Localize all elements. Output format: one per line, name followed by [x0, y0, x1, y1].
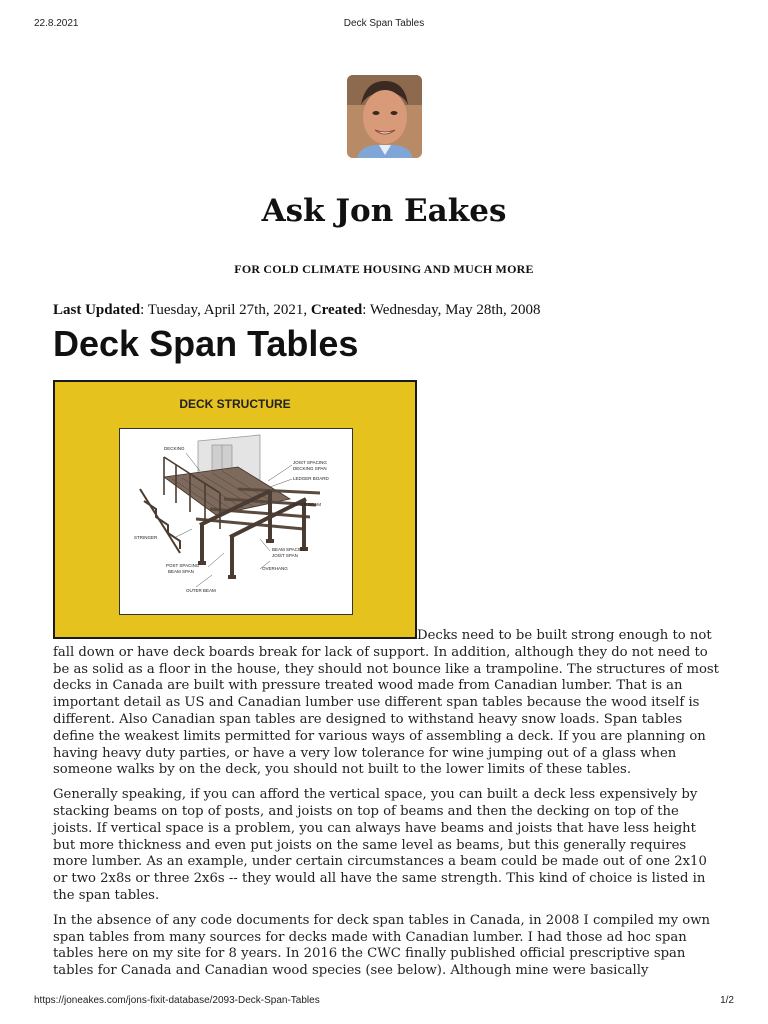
- figure-label-decking: DECKING: [164, 446, 185, 451]
- article-body: [53, 628, 721, 988]
- figure-label-post-spacing: POST SPACING: [166, 563, 200, 568]
- print-footer: [34, 995, 734, 1009]
- site-tagline: FOR COLD CLIMATE HOUSING AND MUCH MORE: [234, 262, 534, 276]
- figure-label-inner-beam: INNER BEAM: [293, 502, 322, 507]
- figure-label-stringer: STRINGER: [134, 535, 158, 540]
- print-url: https://joneakes.com/jons-fixit-database/2093-Deck-Span-Tables: [34, 995, 320, 1006]
- last-updated-label: Last Updated: [53, 302, 141, 318]
- print-page-number: 1/2: [720, 995, 734, 1006]
- article-paragraph: Decks need to be built strong enough to not fall down or have deck boards break for lack of support. In addition, although they do not need to be as solid as a floor in the house, they should not bounce like a trampoline. The structures of most decks in Canada are built with pressure treated wood made from Canadian lumber. That is an important detail as US and Canadian lumber use different span tables because the wood itself is different. Also Canadian span tables are designed to withstand heavy snow loads. Span tables define the weakest limits permitted for various ways of assembling a deck. If you are planning on having heavy duty parties, or have a very low tolerance for wine jumping out of a glass when someone walks by on the deck, you should not built to the lower limits of these tables.: [53, 628, 719, 778]
- figure-panel: [119, 428, 353, 615]
- deck-diagram-icon: [120, 429, 352, 614]
- article-paragraph: Generally speaking, if you can afford the vertical space, you can built a deck less expensively by stacking beams on top of posts, and joists on top of beams and then the decking on top of the joists. If vertical space is a problem, you can always have beams and joists that have less height but more thickness and even put joists on the same level as beams, but this generally requires more lumber. As an example, under certain circumstances a beam could be made out of one 2x10 or two 2x8s or three 2x6s -- they would all have the same strength. This kind of choice is listed in the span tables.: [53, 787, 707, 903]
- created-label: Created: [310, 302, 363, 318]
- figure-label-joist-spacing: JOIST SPACING: [293, 460, 327, 465]
- print-page-title: Deck Span Tables: [343, 18, 425, 29]
- print-date: 22.8.2021: [34, 18, 79, 29]
- deck-structure-figure: [53, 380, 417, 639]
- figure-label-outer-beam: OUTER BEAM: [186, 588, 216, 593]
- article-title: Deck Span Tables: [53, 323, 359, 364]
- article-paragraph: In the absence of any code documents for deck span tables in Canada, in 2008 I compiled my own span tables from many sources for decks made with Canadian lumber. I had those ad hoc span tables here on my site for 8 years. In 2016 the CWC finally published official prescriptive span tables for Canada and Canadian wood species (see below). Although mine were basically: [53, 912, 710, 979]
- figure-label-overhang: OVERHANG: [262, 566, 288, 571]
- last-updated-value: : Tuesday, April 27th, 2021,: [140, 302, 311, 318]
- figure-label-beam-spacing: BEAM SPACING: [272, 547, 306, 552]
- site-title: Ask Jon Eakes: [261, 193, 507, 229]
- figure-label-joist-span: JOIST SPAN: [272, 553, 298, 558]
- print-header: [34, 18, 734, 32]
- article-dates: [53, 302, 541, 319]
- created-value: : Wednesday, May 28th, 2008: [362, 302, 541, 318]
- author-portrait-icon: [347, 75, 422, 158]
- author-avatar: [347, 75, 422, 158]
- figure-label-beam-span: BEAM SPAN: [168, 569, 194, 574]
- figure-label-ledger-board: LEDGER BOARD: [293, 476, 329, 481]
- figure-title: DECK STRUCTURE: [179, 397, 291, 411]
- figure-label-decking-span: DECKING SPAN: [293, 466, 327, 471]
